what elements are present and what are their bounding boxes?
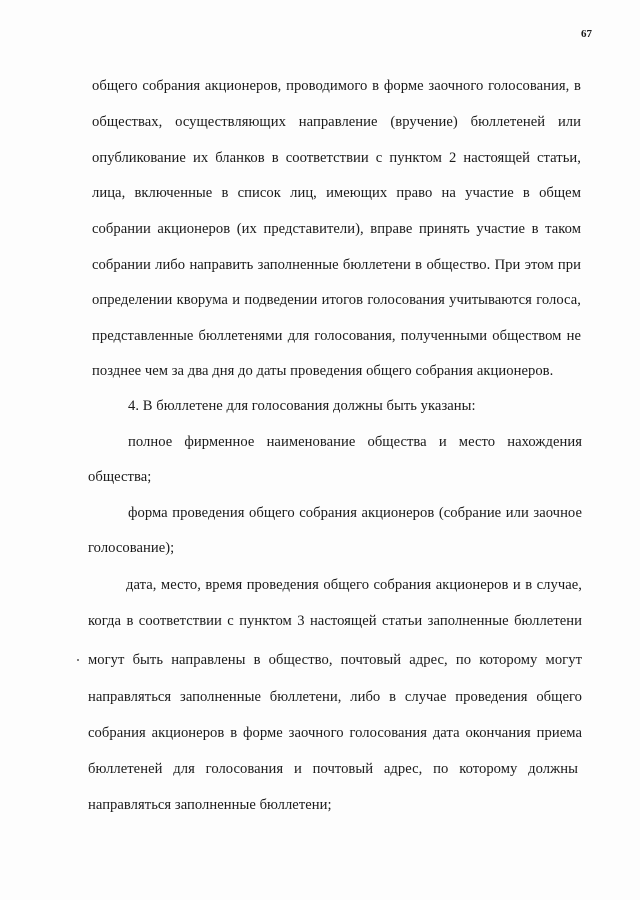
text-line-1: общего собрания акционеров, проводимого в форме заочного голосования, в — [92, 78, 581, 94]
text-line-10: 4. В бюллетене для голосования должны быть указаны: — [128, 398, 476, 414]
text-line-21: направляться заполненные бюллетени; — [88, 797, 332, 813]
text-line-18: направляться заполненные бюллетени, либо в случае проведения общего — [88, 689, 582, 705]
text-line-2: обществах, осуществляющих направление (вручение) бюллетеней или — [92, 114, 581, 130]
text-line-8: представленные бюллетенями для голосования, полученными обществом не — [92, 328, 581, 344]
text-line-15: дата, место, время проведения общего собрания акционеров и в случае, — [126, 577, 582, 593]
text-line-6: собрании либо направить заполненные бюллетени в общество. При этом при — [92, 257, 581, 273]
text-line-14: голосование); — [88, 540, 175, 556]
text-line-17: могут быть направлены в общество, почтовый адрес, по которому могут — [88, 652, 582, 668]
scan-speck — [77, 659, 79, 661]
text-line-19: собрания акционеров в форме заочного голосования дата окончания приема — [88, 725, 582, 741]
text-line-16: когда в соответствии с пунктом 3 настоящей статьи заполненные бюллетени — [88, 613, 582, 629]
text-line-12: общества; — [88, 469, 152, 485]
text-line-11: полное фирменное наименование общества и место нахождения — [128, 434, 582, 450]
text-line-20: бюллетеней для голосования и почтовый адрес, по которому должны — [88, 761, 578, 777]
page-number: 67 — [581, 28, 592, 40]
text-line-9: позднее чем за два дня до даты проведения общего собрания акционеров. — [92, 363, 554, 379]
text-line-7: определении кворума и подведении итогов голосования учитываются голоса, — [92, 292, 581, 308]
text-line-4: лица, включенные в список лиц, имеющих право на участие в общем — [92, 185, 581, 201]
text-line-5: собрании акционеров (их представители), вправе принять участие в таком — [92, 221, 581, 237]
text-line-13: форма проведения общего собрания акционеров (собрание или заочное — [128, 505, 582, 521]
text-line-3: опубликование их бланков в соответствии с пунктом 2 настоящей статьи, — [92, 150, 581, 166]
